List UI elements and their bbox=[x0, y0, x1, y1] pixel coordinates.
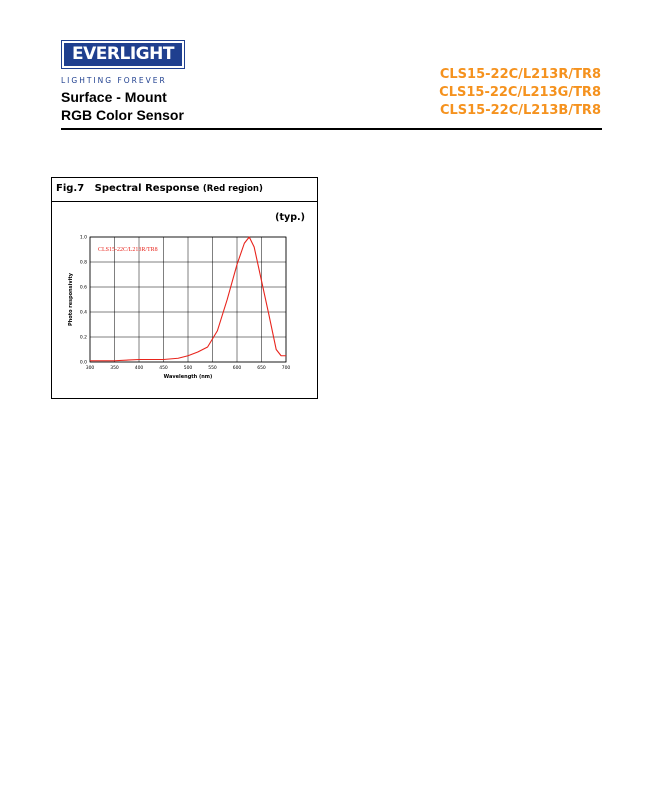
x-tick-label: 650 bbox=[257, 366, 266, 371]
product-line-2: RGB Color Sensor bbox=[61, 107, 184, 123]
part-number-green: CLS15-22C/L213G/TR8 bbox=[439, 85, 601, 100]
typical-note: (typ.) bbox=[275, 212, 305, 223]
product-line-1: Surface - Mount bbox=[61, 89, 167, 105]
figure-title: Spectral Response bbox=[94, 183, 200, 194]
x-tick-label: 700 bbox=[281, 366, 291, 371]
part-number-red: CLS15-22C/L213R/TR8 bbox=[439, 67, 601, 82]
y-axis-title: Photo responsivity bbox=[68, 273, 74, 326]
y-tick-label: 0.4 bbox=[79, 310, 87, 316]
everlight-logo bbox=[61, 40, 185, 69]
y-tick-label: 0.0 bbox=[79, 360, 87, 366]
x-tick-label: 500 bbox=[183, 366, 193, 371]
x-tick-label: 300 bbox=[85, 366, 95, 371]
x-axis-title: Wavelength (nm) bbox=[163, 374, 213, 380]
x-tick-label: 400 bbox=[134, 366, 144, 371]
figure-subtitle: (Red region) bbox=[202, 184, 263, 194]
header-divider bbox=[61, 128, 602, 130]
part-numbers bbox=[439, 66, 601, 120]
x-tick-label: 350 bbox=[110, 366, 119, 371]
y-tick-label: 0.8 bbox=[79, 260, 87, 266]
x-tick-label: 550 bbox=[208, 366, 217, 371]
spectral-response-chart bbox=[51, 177, 318, 399]
product-title bbox=[61, 88, 184, 124]
figure-label: Fig.7 bbox=[56, 183, 85, 194]
y-tick-label: 0.2 bbox=[79, 335, 87, 341]
part-number-blue: CLS15-22C/L213B/TR8 bbox=[439, 103, 601, 118]
series-label-0: CLS15-22C/L213R/TR8 bbox=[98, 247, 158, 253]
y-tick-label: 1.0 bbox=[79, 235, 87, 241]
logo-tagline: LIGHTING FOREVER bbox=[61, 76, 167, 85]
y-tick-label: 0.6 bbox=[79, 285, 87, 291]
x-tick-label: 450 bbox=[159, 366, 168, 371]
x-tick-label: 600 bbox=[232, 366, 242, 371]
logo-text: EVERLIGHT bbox=[64, 43, 182, 66]
